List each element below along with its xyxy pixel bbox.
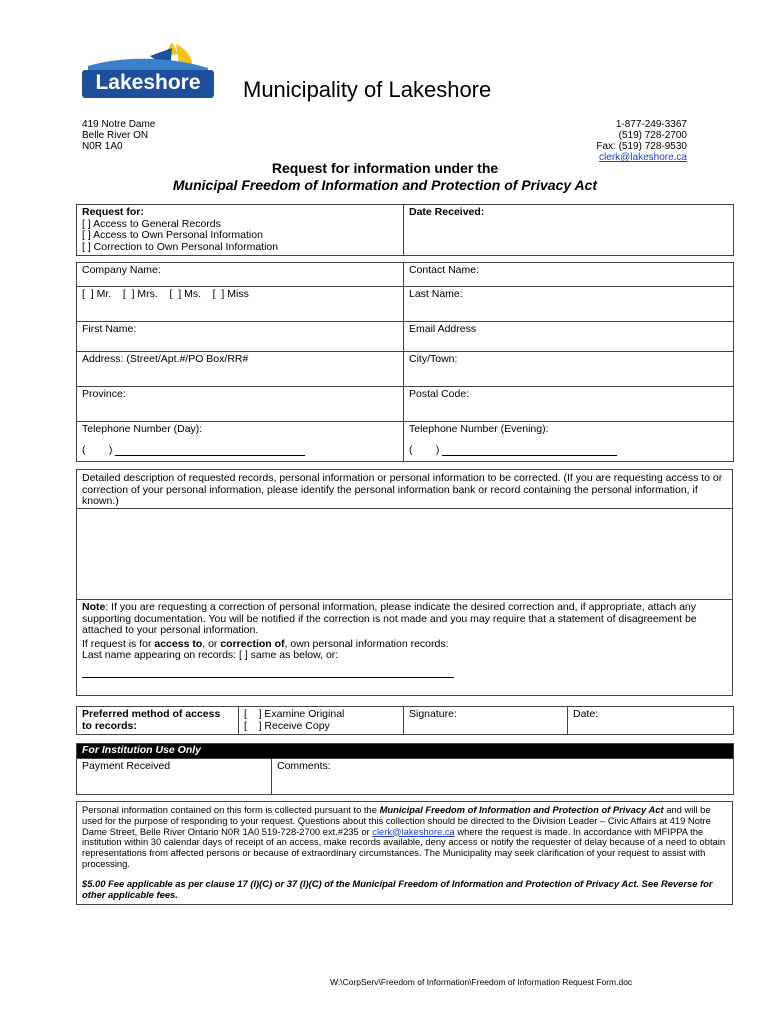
own-records-prefix: If request is for [82,637,155,650]
salutation-options[interactable] [77,287,404,322]
last-name-field[interactable]: Last Name: [404,287,734,322]
telephone-evening-field[interactable] [404,422,734,462]
institution-use-table [76,743,734,795]
access-method-label: Preferred method of access to records: [77,707,239,735]
own-records-or: , or [202,637,221,650]
option-examine-original[interactable]: [ ] Examine Original [244,708,345,720]
fee-notice: $5.00 Fee applicable as per clause 17 (l)(C) or 37 (l)(C) of the Municipal Freedom of Information and Protection of Privacy Act. See Reverse for other applicable fees. [82,878,713,900]
first-name-field[interactable]: First Name: [77,322,404,352]
description-instructions: Detailed description of requested records, personal information or personal information to be corrected. (If you are requesting access to or correction of your personal information, please identify the personal information bank or record containing the personal information, if known.) [82,472,723,507]
contact-name-field[interactable]: Contact Name: [404,263,734,287]
address-line: Belle River ON [82,130,149,141]
last-name-records-line[interactable] [82,676,454,678]
own-records-suffix: , own personal information records: [284,637,449,650]
salutation-text: [ ] Mr. [ ] Mrs. [ ] Ms. [ ] Miss [82,288,249,300]
correction-note [77,599,732,639]
company-name-field[interactable]: Company Name: [77,263,404,287]
description-box [76,469,733,696]
privacy-notice-text [77,802,732,873]
access-method-options [239,707,404,735]
own-records-section [77,639,732,678]
option-receive-copy[interactable]: [ ] Receive Copy [244,719,330,732]
notice-part-2: and will be used for the purpose of responding to your request. Questions about this collection should be directed to the Division Leader – Civic Affairs at 419 Notre Dame Street, Belle River Ontario N0R 1A0 519-728-2700 ext.#235 or [82,804,711,837]
access-method-table [76,706,734,735]
city-town-field[interactable]: City/Town: [404,352,734,387]
date-received-label: Date Received: [409,206,485,218]
phone-tollfree: 1-877-249-3367 [615,119,687,130]
address-block [82,119,155,152]
notice-email-link[interactable]: clerk@lakeshore.ca [372,825,455,837]
telephone-day-field[interactable] [77,422,404,462]
payment-received-field[interactable]: Payment Received [77,758,272,794]
telephone-evening-area: ( ) [409,443,440,456]
signature-field[interactable]: Signature: [404,707,568,735]
request-type-cell [77,205,404,256]
telephone-day-area: ( ) [82,443,113,456]
logo-text: Lakeshore [95,71,201,94]
access-to-emphasis: access to [154,637,203,650]
municipality-logo [80,40,216,102]
street-address-field[interactable]: Address: (Street/Apt.#/PO Box/RR# [77,352,404,387]
email-address-field[interactable]: Email Address [404,322,734,352]
province-field[interactable]: Province: [77,387,404,422]
last-name-records-option[interactable]: Last name appearing on records: [ ] same as below, or: [82,649,339,661]
postal-code-field[interactable]: Postal Code: [404,387,734,422]
correction-of-emphasis: correction of [220,637,285,650]
address-line: N0R 1A0 [82,141,123,152]
file-path-footer: W:\CorpServ\Freedom of Information\Freedom of Information Request Form.doc [330,977,633,987]
request-for-label: Request for: [82,206,144,218]
note-text: : If you are requesting a correction of personal information, please indicate the desired correction and, if appropriate, attach any supporting documentation. You will be notified if the correction is not made and you may require that a statement of disagreement be attached to your personal information. [82,601,697,636]
request-type-table [76,204,734,256]
page-title: Municipality of Lakeshore [243,77,492,102]
note-label: Note [82,601,106,613]
contact-block [596,119,687,163]
comments-field[interactable]: Comments: [272,758,734,794]
form-subtitle: Municipal Freedom of Information and Protection of Privacy Act [172,177,598,193]
request-option-correction[interactable]: [ ] Correction to Own Personal Information [82,240,279,253]
address-line: 419 Notre Dame [82,119,156,130]
notice-act-name: Municipal Freedom of Information and Protection of Privacy Act [379,804,664,815]
requester-info-table [76,262,734,462]
telephone-evening-label: Telephone Number (Evening): [409,423,549,435]
notice-part-3: where the request is made. In accordance with MFIPPA the institution within 30 calendar days of receipt of an access, make records available, deny access or notify the requester of delay because of a need to obtain representations from affected persons or because of extraordinary circumstances. The Municipality may seek clarification of your request to assist with processing. [82,825,726,869]
description-entry-area[interactable] [77,508,732,599]
institution-use-heading: For Institution Use Only [77,744,734,759]
date-received-cell [404,205,734,256]
form-title: Request for information under the [271,160,499,176]
notice-part-1: Personal information contained on this form is collected pursuant to the [82,804,380,815]
telephone-day-label: Telephone Number (Day): [82,423,203,435]
phone-local: (519) 728-2700 [618,130,687,141]
contact-email-link[interactable]: clerk@lakeshore.ca [599,152,687,163]
privacy-notice-box [76,801,733,905]
fax-number: Fax: (519) 728-9530 [596,141,687,152]
request-option-general[interactable]: [ ] Access to General Records [82,217,221,230]
date-field[interactable]: Date: [568,707,734,735]
request-option-own[interactable]: [ ] Access to Own Personal Information [82,229,263,241]
